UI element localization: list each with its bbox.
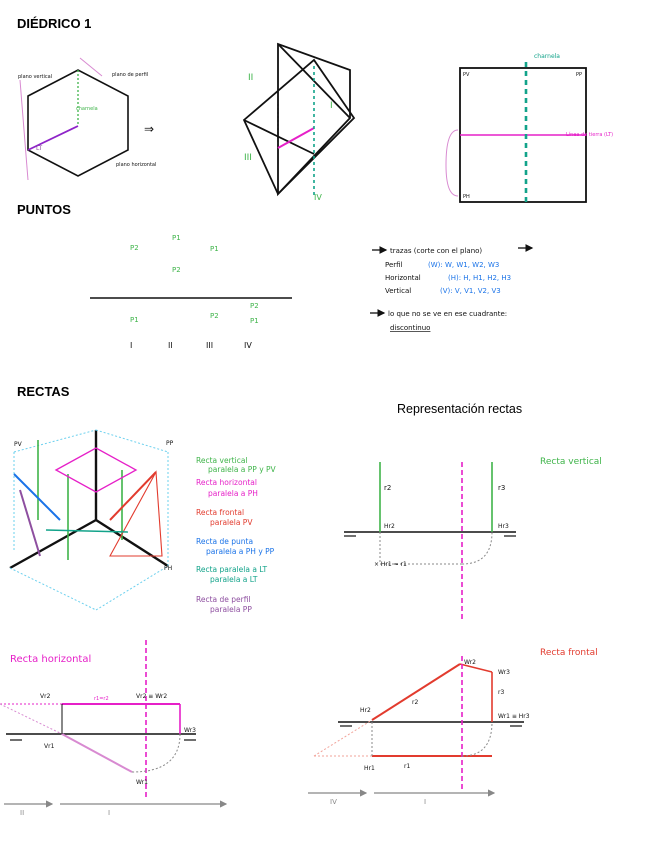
- label-wr3: Wr3: [184, 727, 196, 734]
- heading-rectas: RECTAS: [17, 384, 70, 399]
- legend-punta-sub: paralela a PH y PP: [206, 547, 275, 556]
- label-f-hr2: Hr2: [360, 707, 371, 714]
- legend-horizontal-sub: paralela a PH: [208, 489, 258, 498]
- diedrico-planes-diagram: [244, 44, 354, 202]
- legend-frontal: Recta frontal: [196, 508, 245, 517]
- label-linea-tierra: Línea de tierra (LT): [566, 132, 614, 138]
- point-label: P2: [130, 244, 139, 252]
- label-quadrant-i: I: [108, 809, 111, 817]
- title-recta-frontal: Recta frontal: [540, 648, 598, 658]
- point-label: P2: [172, 266, 181, 274]
- trazas-title: trazas (corte con el plano): [390, 247, 483, 255]
- diedrico-hexagon-diagram: [18, 58, 156, 180]
- label-ph-3d: PH: [164, 565, 173, 572]
- legend-frontal-sub: paralela PV: [210, 518, 253, 527]
- legend-vertical-sub: paralela a PP y PV: [208, 465, 276, 474]
- label-r2: r2: [384, 484, 392, 492]
- label-f-wr2: Wr2: [464, 659, 476, 666]
- traza-horizontal-label: Horizontal: [385, 274, 421, 282]
- title-recta-vertical: Recta vertical: [540, 457, 602, 467]
- legend-punta: Recta de punta: [196, 537, 254, 546]
- subtitle-representacion-rectas: Representación rectas: [397, 402, 523, 416]
- recta-vertical-diagram: [344, 457, 602, 620]
- label-vr2: Vr2: [40, 693, 51, 700]
- heading-diedrico: DIÉDRICO 1: [17, 16, 92, 31]
- label-charnela: charnela: [76, 106, 98, 112]
- label-plano-horizontal: plano horizontal: [116, 162, 157, 168]
- note-line: lo que no se ve en ese cuadrante:: [388, 310, 508, 318]
- rectas-3d-diagram: [10, 430, 174, 610]
- label-hr2: Hr2: [384, 523, 395, 530]
- label-ph-bottom: PH: [463, 194, 470, 200]
- traza-vertical-value: (V): V, V1, V2, V3: [440, 287, 501, 295]
- label-hr1: × Hr1 = r1: [374, 561, 407, 568]
- legend-vertical: Recta vertical: [196, 456, 248, 465]
- legend-horizontal: Recta horizontal: [196, 478, 257, 487]
- point-label: P2: [250, 302, 259, 310]
- puntos-diagram: [90, 234, 532, 350]
- label-quadrant-i-right: I: [424, 798, 427, 806]
- label-plano-perfil: plano de perfil: [112, 72, 149, 78]
- quadrant-label: I: [130, 341, 133, 350]
- label-quadrant-2: II: [248, 73, 254, 83]
- label-quadrant-ii: II: [20, 809, 25, 817]
- label-pv-top: PV: [463, 72, 470, 78]
- label-f-r3: r3: [498, 689, 505, 696]
- legend-perfil-sub: paralela PP: [210, 605, 252, 614]
- point-label: P2: [210, 312, 219, 320]
- recta-frontal-diagram: [308, 648, 598, 806]
- title-recta-horizontal: Recta horizontal: [10, 654, 92, 665]
- label-lt: LT: [36, 145, 43, 152]
- label-f-hr1: Hr1: [364, 765, 375, 772]
- label-pv-3d: PV: [14, 441, 22, 448]
- point-label: P1: [130, 316, 139, 324]
- label-pp-3d: PP: [166, 440, 174, 447]
- label-quadrant-4: IV: [314, 193, 322, 202]
- point-label: P1: [250, 317, 259, 325]
- label-wr1: Wr1: [136, 779, 148, 786]
- label-f-r1: r1: [404, 763, 411, 770]
- label-vr2-wr2: Vr2 ≡ Wr2: [136, 693, 168, 700]
- label-vr1: Vr1: [44, 743, 55, 750]
- label-quadrant-3: III: [244, 153, 252, 163]
- label-pp-top: PP: [576, 72, 583, 78]
- traza-perfil-value: (W): W, W1, W2, W3: [428, 261, 500, 269]
- label-charnela-right: charnela: [534, 53, 560, 60]
- label-f-wr1-hr3: Wr1 ≡ Hr3: [498, 713, 530, 720]
- label-plano-vertical: plano vertical: [18, 74, 53, 80]
- label-f-r2: r2: [412, 699, 419, 706]
- point-label: P1: [210, 245, 219, 253]
- label-r1r2: r1=r2: [94, 696, 109, 702]
- note-discontinuo: discontinuo: [390, 324, 431, 332]
- point-label: P1: [172, 234, 181, 242]
- label-quadrant-1: I: [330, 101, 333, 111]
- quadrant-label: III: [206, 341, 214, 350]
- label-hr3: Hr3: [498, 523, 509, 530]
- traza-perfil-label: Perfil: [385, 261, 403, 269]
- legend-perfil: Recta de perfil: [196, 595, 251, 604]
- label-f-wr3: Wr3: [498, 669, 510, 676]
- rectas-legend: [196, 456, 277, 614]
- arrow-icon: ⇒: [144, 122, 155, 136]
- diedrico-rectangle-diagram: [446, 53, 613, 202]
- label-quadrant-iv-right: IV: [330, 798, 337, 806]
- legend-paralela-lt: Recta paralela a LT: [196, 565, 268, 574]
- legend-paralela-lt-sub: paralela a LT: [210, 575, 258, 584]
- quadrant-label: II: [168, 341, 173, 350]
- recta-horizontal-diagram: [0, 640, 226, 817]
- traza-horizontal-value: (H): H, H1, H2, H3: [448, 274, 512, 282]
- heading-puntos: PUNTOS: [17, 202, 71, 217]
- label-r3: r3: [498, 484, 506, 492]
- quadrant-label: IV: [244, 341, 252, 350]
- traza-vertical-label: Vertical: [385, 287, 412, 295]
